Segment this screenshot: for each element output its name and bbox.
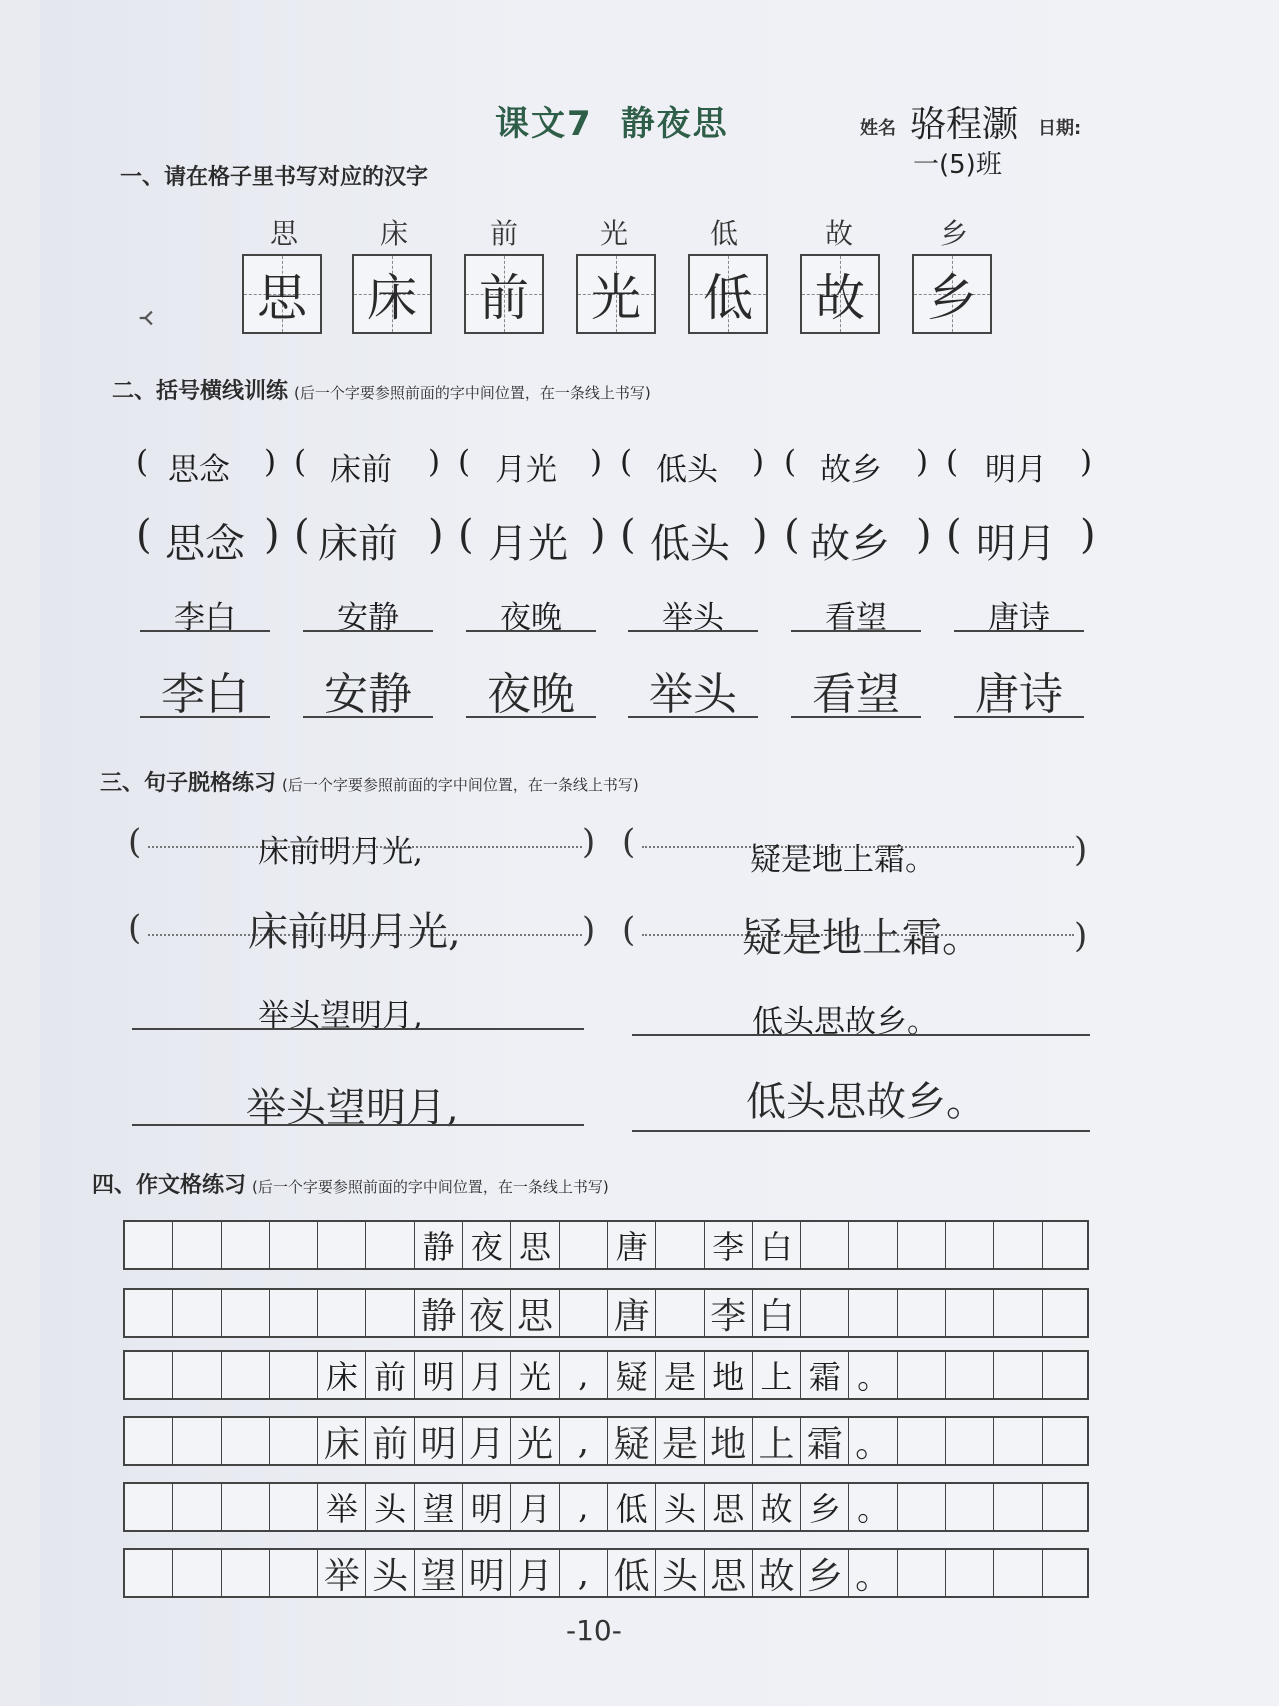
sentence-printed: 床前明月光,	[258, 834, 423, 870]
section-3-title	[100, 766, 639, 797]
composition-cell[interactable]: 前	[367, 1418, 415, 1464]
composition-cell[interactable]: 李	[705, 1222, 753, 1268]
composition-cell[interactable]	[173, 1352, 221, 1398]
composition-cell[interactable]	[801, 1290, 849, 1336]
underline-word-written: 唐诗	[975, 669, 1063, 720]
section-4-title	[92, 1168, 609, 1199]
composition-cell[interactable]	[850, 1222, 898, 1268]
composition-cell[interactable]: 望	[415, 1484, 463, 1530]
writing-line	[466, 630, 596, 632]
composition-row	[123, 1350, 1089, 1400]
bracket-word-written: 故乡	[810, 521, 890, 567]
composition-cell[interactable]: 李	[705, 1290, 753, 1336]
composition-cell[interactable]	[946, 1352, 994, 1398]
composition-row	[123, 1482, 1089, 1532]
composition-cell[interactable]	[125, 1418, 173, 1464]
composition-cell[interactable]: 白	[753, 1222, 801, 1268]
composition-cell[interactable]: 故	[753, 1484, 801, 1530]
composition-cell[interactable]	[222, 1222, 270, 1268]
composition-cell[interactable]: 霜	[801, 1418, 849, 1464]
composition-cell[interactable]: 唐	[608, 1290, 656, 1336]
writing-line	[140, 716, 270, 718]
section-3-note: (后一个字要参照前面的字中间位置，在一条线上书写)	[282, 776, 639, 794]
composition-cell[interactable]	[1043, 1484, 1091, 1530]
composition-cell[interactable]	[173, 1484, 221, 1530]
written-char: 故	[815, 269, 865, 327]
bracket-word: 明月	[985, 452, 1047, 488]
student-class: 一(5)班	[913, 150, 1002, 180]
composition-cell[interactable]: 地	[705, 1352, 753, 1398]
prompt-char: 光	[600, 217, 629, 250]
underline-word-written: 李白	[161, 669, 249, 720]
tian-grid-cell[interactable]	[688, 254, 768, 334]
composition-cell[interactable]: 光	[511, 1352, 559, 1398]
composition-cell[interactable]	[656, 1222, 704, 1268]
composition-cell[interactable]	[994, 1550, 1042, 1596]
poem-title: 静夜思	[620, 104, 729, 144]
writing-line	[791, 630, 921, 632]
writing-line	[466, 716, 596, 718]
composition-cell[interactable]	[898, 1550, 946, 1596]
composition-cell[interactable]	[173, 1222, 221, 1268]
stray-mark: ᚜	[140, 300, 155, 333]
underline-word-written: 看望	[812, 669, 900, 720]
composition-cell[interactable]: 是	[656, 1418, 704, 1464]
composition-cell[interactable]	[173, 1418, 221, 1464]
composition-cell[interactable]: 故	[753, 1550, 801, 1596]
section-2-heading: 二、括号横线训练	[112, 379, 289, 404]
composition-cell[interactable]: 乡	[801, 1484, 849, 1530]
name-label: 姓名	[860, 118, 896, 139]
lesson-number: 课文7	[495, 104, 593, 144]
composition-cell[interactable]: 思	[511, 1290, 559, 1336]
composition-cell[interactable]	[898, 1484, 946, 1530]
written-char: 低	[703, 269, 753, 327]
composition-cell[interactable]	[946, 1550, 994, 1596]
tian-grid-cell[interactable]	[800, 254, 880, 334]
close-paren: )	[1074, 916, 1088, 956]
composition-cell[interactable]: 地	[705, 1418, 753, 1464]
composition-cell[interactable]: 举	[318, 1550, 366, 1596]
composition-row	[123, 1548, 1089, 1598]
composition-cell[interactable]: 。	[850, 1352, 898, 1398]
composition-cell[interactable]	[946, 1290, 994, 1336]
composition-cell[interactable]	[656, 1290, 704, 1336]
bracket-word-written: 床前	[318, 521, 398, 567]
composition-cell[interactable]	[801, 1222, 849, 1268]
section-2-note: (后一个字要参照前面的字中间位置，在一条线上书写)	[294, 384, 651, 402]
composition-cell[interactable]: 疑	[608, 1352, 656, 1398]
composition-cell[interactable]: 夜	[463, 1290, 511, 1336]
composition-cell[interactable]: 霜	[801, 1352, 849, 1398]
composition-cell[interactable]: 静	[415, 1222, 463, 1268]
close-paren: )	[1074, 830, 1088, 870]
open-paren: (	[622, 910, 636, 950]
writing-line	[954, 630, 1084, 632]
underline-word-written: 安静	[324, 669, 412, 720]
composition-cell[interactable]	[125, 1222, 173, 1268]
composition-cell[interactable]: 头	[367, 1484, 415, 1530]
composition-cell[interactable]	[222, 1550, 270, 1596]
writing-line	[628, 716, 758, 718]
writing-line	[632, 1130, 1090, 1132]
composition-cell[interactable]	[898, 1418, 946, 1464]
prompt-char: 乡	[940, 217, 969, 250]
sentence-printed: 举头望明月,	[258, 998, 423, 1034]
composition-cell[interactable]	[994, 1222, 1042, 1268]
bracket-word-written: 月光	[488, 521, 568, 567]
composition-cell[interactable]: 乡	[801, 1550, 849, 1596]
tian-grid-cell[interactable]	[912, 254, 992, 334]
prompt-char: 故	[825, 217, 854, 250]
composition-cell[interactable]: 上	[753, 1352, 801, 1398]
composition-cell[interactable]	[994, 1418, 1042, 1464]
composition-cell[interactable]: ,	[560, 1418, 608, 1464]
composition-cell[interactable]	[270, 1418, 318, 1464]
composition-cell[interactable]: 白	[753, 1290, 801, 1336]
open-paren: (	[622, 822, 636, 862]
composition-cell[interactable]	[1043, 1222, 1091, 1268]
composition-cell[interactable]	[560, 1290, 608, 1336]
composition-cell[interactable]: 夜	[463, 1222, 511, 1268]
sentence-written: 举头望明月,	[246, 1085, 459, 1131]
date-label: 日期:	[1038, 118, 1082, 139]
section-4-heading: 四、作文格练习	[92, 1173, 247, 1198]
bracket-word: 床前	[330, 452, 392, 488]
composition-cell[interactable]: 低	[608, 1484, 656, 1530]
open-paren: (	[128, 822, 142, 862]
underline-word: 夜晚	[500, 600, 562, 636]
composition-cell[interactable]	[898, 1222, 946, 1268]
underline-word-written: 夜晚	[487, 669, 575, 720]
composition-cell[interactable]	[270, 1484, 318, 1530]
prompt-char: 前	[490, 217, 519, 250]
composition-cell[interactable]: ,	[560, 1484, 608, 1530]
sentence-printed: 低头思故乡。	[752, 1004, 938, 1040]
composition-cell[interactable]: 。	[850, 1550, 898, 1596]
composition-cell[interactable]	[367, 1222, 415, 1268]
composition-cell[interactable]	[125, 1484, 173, 1530]
composition-cell[interactable]: 头	[656, 1550, 704, 1596]
tian-grid-cell[interactable]	[576, 254, 656, 334]
underline-word: 举头	[662, 600, 724, 636]
composition-cell[interactable]: 明	[415, 1418, 463, 1464]
composition-cell[interactable]	[560, 1222, 608, 1268]
composition-cell[interactable]: 。	[850, 1484, 898, 1530]
composition-row	[123, 1288, 1089, 1338]
composition-cell[interactable]: 月	[463, 1418, 511, 1464]
written-char: 光	[591, 269, 641, 327]
composition-cell[interactable]	[125, 1290, 173, 1336]
tian-grid-cell[interactable]	[242, 254, 322, 334]
writing-line	[303, 716, 433, 718]
bracket-word: 月光	[495, 452, 557, 488]
composition-cell[interactable]: 是	[656, 1352, 704, 1398]
underline-word: 唐诗	[988, 600, 1050, 636]
sentence-written: 低头思故乡。	[746, 1079, 986, 1125]
composition-cell[interactable]	[222, 1484, 270, 1530]
section-4-note: (后一个字要参照前面的字中间位置，在一条线上书写)	[252, 1178, 609, 1196]
composition-cell[interactable]	[994, 1352, 1042, 1398]
underline-word-written: 举头	[649, 669, 737, 720]
writing-line	[140, 630, 270, 632]
composition-cell[interactable]	[222, 1352, 270, 1398]
composition-cell[interactable]	[946, 1484, 994, 1530]
composition-cell[interactable]: 光	[511, 1418, 559, 1464]
tian-grid-cell[interactable]	[464, 254, 544, 334]
written-char: 床	[367, 269, 417, 327]
student-name: 骆程灏	[910, 104, 1019, 145]
composition-cell[interactable]	[222, 1290, 270, 1336]
composition-cell[interactable]	[1043, 1290, 1091, 1336]
sentence-written: 疑是地上霜。	[742, 915, 982, 961]
composition-cell[interactable]	[270, 1550, 318, 1596]
composition-cell[interactable]	[125, 1352, 173, 1398]
composition-cell[interactable]	[270, 1352, 318, 1398]
composition-cell[interactable]	[270, 1290, 318, 1336]
composition-cell[interactable]	[318, 1290, 366, 1336]
composition-cell[interactable]: 月	[511, 1550, 559, 1596]
composition-cell[interactable]	[946, 1418, 994, 1464]
composition-row	[123, 1220, 1089, 1270]
composition-cell[interactable]	[1043, 1418, 1091, 1464]
composition-cell[interactable]	[173, 1550, 221, 1596]
bracket-word-written: 思念	[165, 521, 245, 567]
composition-cell[interactable]	[946, 1222, 994, 1268]
composition-cell[interactable]: 上	[753, 1418, 801, 1464]
composition-cell[interactable]	[270, 1222, 318, 1268]
composition-cell[interactable]: 望	[415, 1550, 463, 1596]
bracket-word-written: 明月	[976, 521, 1056, 567]
underline-word: 李白	[174, 600, 236, 636]
close-paren: )	[582, 822, 596, 862]
composition-cell[interactable]: 头	[656, 1484, 704, 1530]
written-char: 前	[479, 269, 529, 327]
open-paren: (	[128, 908, 142, 948]
written-char: 乡	[927, 269, 977, 327]
composition-cell[interactable]	[994, 1290, 1042, 1336]
sentence-printed: 疑是地上霜。	[750, 842, 936, 878]
bracket-word: 低头	[656, 452, 718, 488]
composition-cell[interactable]: 思	[705, 1550, 753, 1596]
writing-line	[132, 1028, 584, 1030]
composition-cell[interactable]: 头	[367, 1550, 415, 1596]
section-3-heading: 三、句子脱格练习	[100, 771, 277, 796]
underline-word: 安静	[337, 600, 399, 636]
composition-cell[interactable]	[125, 1550, 173, 1596]
composition-cell[interactable]: 唐	[608, 1222, 656, 1268]
composition-cell[interactable]	[173, 1290, 221, 1336]
composition-cell[interactable]: 明	[463, 1484, 511, 1530]
composition-cell[interactable]: ,	[560, 1550, 608, 1596]
writing-line	[632, 1034, 1090, 1036]
writing-line	[628, 630, 758, 632]
written-char: 思	[257, 269, 307, 327]
tian-grid-cell[interactable]	[352, 254, 432, 334]
composition-cell[interactable]	[1043, 1550, 1091, 1596]
composition-cell[interactable]	[994, 1484, 1042, 1530]
page-number: -10-	[566, 1614, 622, 1647]
composition-cell[interactable]: 思	[705, 1484, 753, 1530]
section-2-title	[112, 374, 651, 405]
page-title	[495, 96, 729, 145]
prompt-char: 低	[710, 217, 739, 250]
bracket-word: 思念	[168, 452, 230, 488]
underline-word: 看望	[825, 600, 887, 636]
composition-cell[interactable]	[898, 1352, 946, 1398]
composition-cell[interactable]: 明	[415, 1352, 463, 1398]
close-paren: )	[582, 910, 596, 950]
composition-cell[interactable]	[898, 1290, 946, 1336]
composition-cell[interactable]: 床	[318, 1352, 366, 1398]
composition-cell[interactable]: 月	[511, 1484, 559, 1530]
composition-row	[123, 1416, 1089, 1466]
sentence-written: 床前明月光,	[248, 909, 461, 955]
writing-line	[954, 716, 1084, 718]
composition-cell[interactable]: 。	[850, 1418, 898, 1464]
composition-cell[interactable]	[318, 1222, 366, 1268]
composition-cell[interactable]	[367, 1290, 415, 1336]
composition-cell[interactable]	[222, 1418, 270, 1464]
writing-line	[791, 716, 921, 718]
composition-cell[interactable]: 举	[318, 1484, 366, 1530]
composition-cell[interactable]: 床	[318, 1418, 366, 1464]
bracket-word-written: 低头	[650, 521, 730, 567]
composition-cell[interactable]: 疑	[608, 1418, 656, 1464]
composition-cell[interactable]: ,	[560, 1352, 608, 1398]
writing-line	[303, 630, 433, 632]
composition-cell[interactable]: 静	[415, 1290, 463, 1336]
composition-cell[interactable]: 思	[511, 1222, 559, 1268]
writing-line	[132, 1124, 584, 1126]
composition-cell[interactable]: 明	[463, 1550, 511, 1596]
composition-cell[interactable]: 月	[463, 1352, 511, 1398]
composition-cell[interactable]	[850, 1290, 898, 1336]
prompt-char: 床	[380, 217, 409, 250]
composition-cell[interactable]: 前	[367, 1352, 415, 1398]
composition-cell[interactable]: 低	[608, 1550, 656, 1596]
bracket-word: 故乡	[820, 452, 882, 488]
section-1-title: 一、请在格子里书写对应的汉字	[120, 165, 429, 190]
composition-cell[interactable]	[1043, 1352, 1091, 1398]
prompt-char: 思	[270, 217, 299, 250]
